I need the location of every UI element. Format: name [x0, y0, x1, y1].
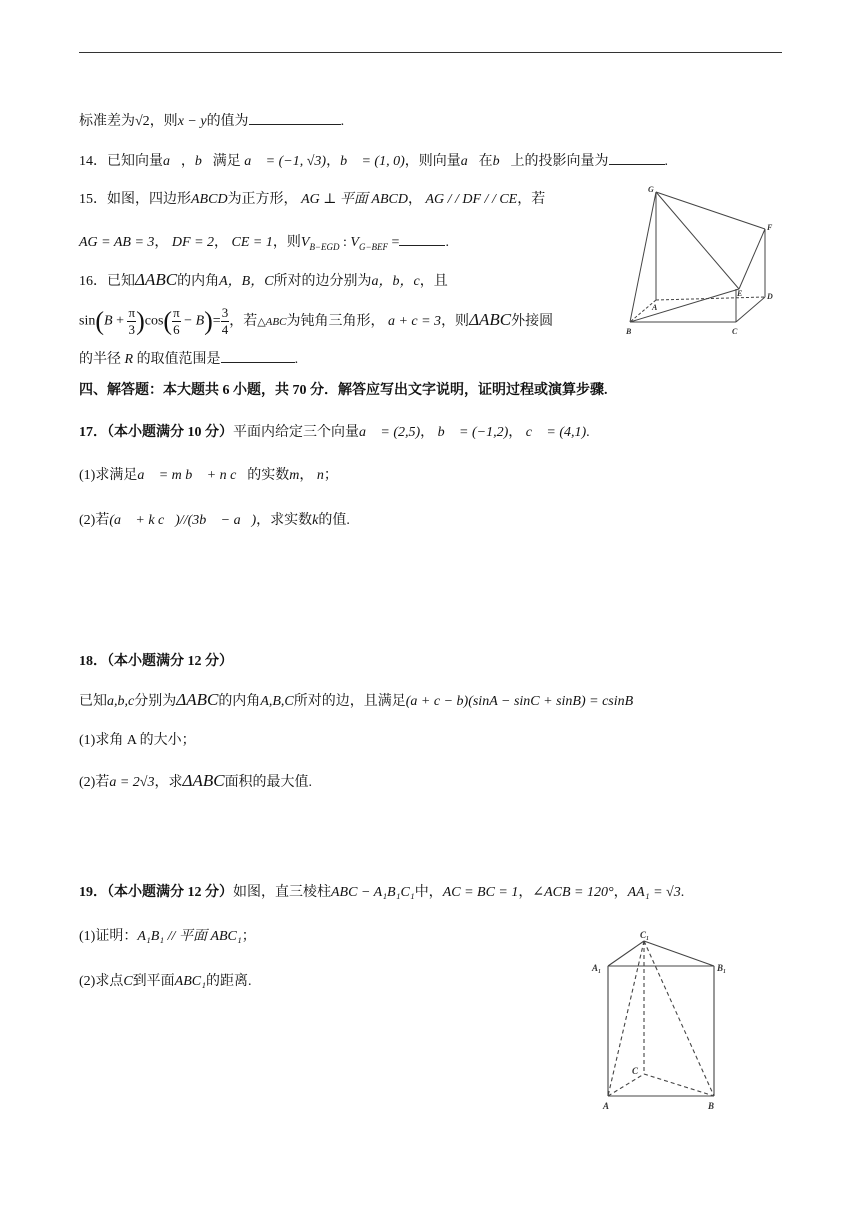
edge-c1b-hidden: [644, 941, 714, 1096]
edge-ac-hidden: [608, 1074, 644, 1096]
figure-19-prism: [588, 928, 738, 1114]
question-14: 14．已知向量a⃗，b⃗满足 a⃗ = (−1, √3)，b⃗ = (1, 0)，则向量a⃗在b⃗上的投影向量为 .: [79, 150, 668, 172]
q13-tail: 标准差为√2，则x − y的值为 .: [79, 110, 344, 132]
label-b: B: [708, 1101, 715, 1111]
edge-c1b1: [644, 941, 714, 966]
label-b1: B₁: [717, 963, 727, 973]
label-b: B: [626, 327, 632, 336]
question-15-line2: AG = AB = 3， DF = 2， CE = 1，则$V_{B-EGD}$ : $V_{G-BEF}$ = .: [79, 231, 449, 257]
question-19-stem: 19．（本小题满分 12 分）如图，直三棱柱ABC − A₁B₁C₁中，AC = BC = 1，∠ACB = 120°，AA₁ = √3.: [79, 885, 685, 900]
question-18-head: 18．（本小题满分 12 分）: [79, 654, 233, 669]
question-18-stem: 已知a,b,c分别为ΔABC的内角A,B,C所对的边，且满足(a + c − b)(sinA − sinC + sinB) = csinB: [79, 690, 634, 709]
answer-blank[interactable]: [249, 110, 341, 125]
label-a1: A₁: [592, 963, 602, 973]
edge-c1a-hidden: [608, 941, 644, 1096]
label-a: A: [603, 1101, 610, 1111]
section-heading: 四、解答题：本大题共 6 小题，共 70 分．解答应写出文字说明，证明过程或演算步骤.: [79, 383, 608, 398]
label-g: G: [648, 185, 654, 194]
question-16-line3: 的半径 R 的取值范围是 .: [79, 348, 298, 370]
answer-blank[interactable]: [399, 231, 445, 246]
question-18-part1: (1)求角 A 的大小；: [79, 733, 196, 748]
question-16-line2: sin(B + $\frac{\pi}{3}$ )cos( $\frac{\pi}{6}$ − B)= $\frac{3}{4}$ ，若△ABC为钝角三角形， a + c = 3，则ΔABC外接圆: [79, 305, 554, 338]
question-17-part1: (1)求满足a⃗ = m b⃗ + n c⃗的实数m， n；: [79, 468, 338, 483]
figure-15-solid: [622, 182, 782, 340]
question-18-part2: (2)若a = 2√3，求ΔABC面积的最大值.: [79, 771, 313, 790]
label-f: F: [767, 223, 773, 232]
q16-equation: sin(B + $\frac{\pi}{3}$ )cos( $\frac{\pi}{6}$ − B)= $\frac{3}{4}$: [79, 305, 229, 338]
question-16-line1: 16．已知ΔABC的内角A，B，C所对的边分别为a，b，c，且: [79, 270, 448, 289]
question-19-part1: (1)证明：A₁B₁ // 平面 ABC₁；: [79, 929, 256, 944]
header-rule: [79, 52, 782, 53]
answer-blank[interactable]: [221, 348, 295, 363]
label-c: C: [732, 327, 738, 336]
question-17-stem: 17．（本小题满分 10 分）平面内给定三个向量a⃗ = (2,5)， b⃗ = (−1,2)， c⃗ = (4,1).: [79, 425, 590, 440]
edge-be: [630, 289, 739, 322]
label-c1: C₁: [640, 930, 650, 940]
label-a: A: [652, 303, 658, 312]
edge-cb-hidden: [644, 1074, 714, 1096]
question-19-part2: (2)求点C到平面ABC₁的距离.: [79, 974, 252, 989]
question-15-line1: 15．如图，四边形ABCD为正方形， AG ⊥ 平面 ABCD， AG / / DF / / CE，若: [79, 192, 546, 207]
answer-blank[interactable]: [609, 150, 665, 165]
label-c: C: [632, 1066, 639, 1076]
question-17-part2: (2)若(a⃗ + k c⃗)//(3b⃗ − a⃗)，求实数k的值.: [79, 513, 350, 528]
edge-cd: [736, 297, 765, 322]
edge-fe: [739, 229, 765, 289]
label-d: D: [767, 292, 773, 301]
label-e: E: [737, 289, 743, 298]
